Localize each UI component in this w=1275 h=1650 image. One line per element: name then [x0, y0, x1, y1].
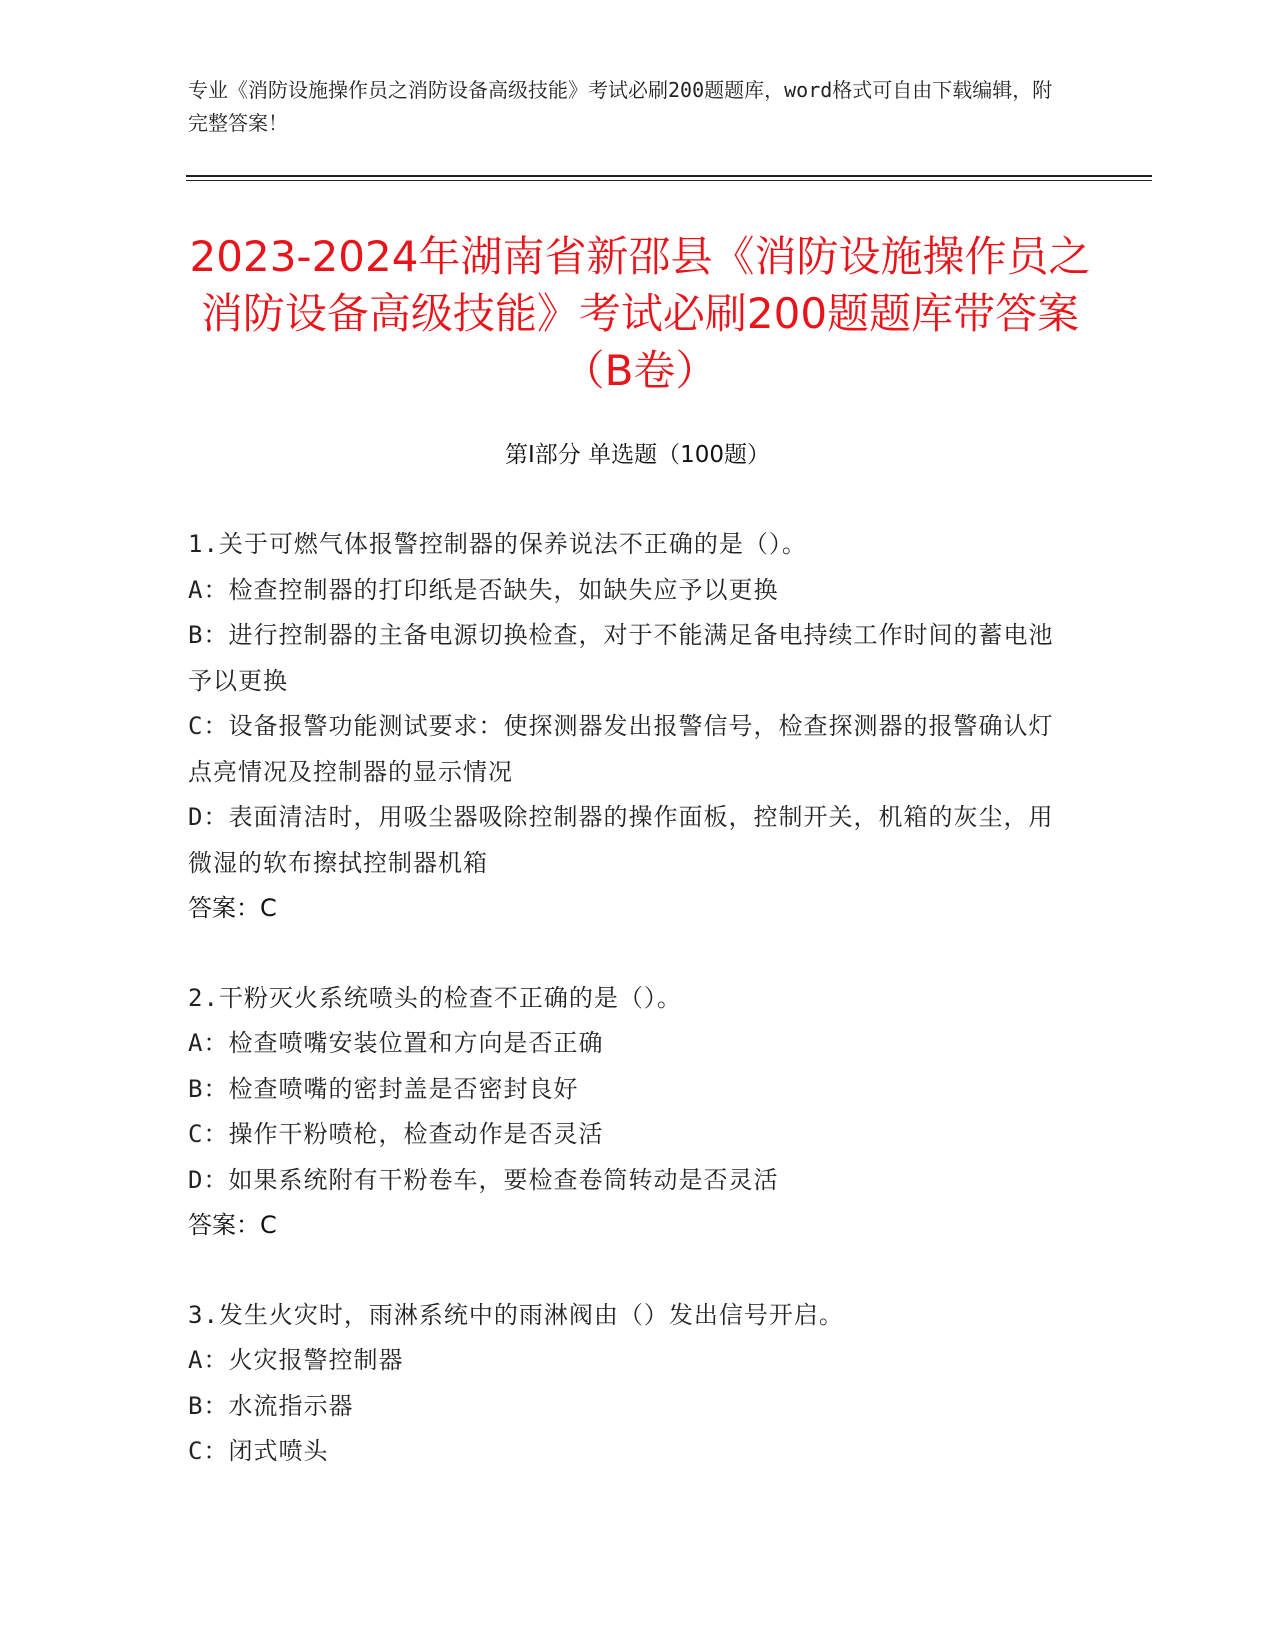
question-stem: 2.干粉灭火系统喷头的检查不正确的是（）。 — [188, 983, 682, 1012]
section-title: 第Ⅰ部分 单选题（100题） — [505, 442, 770, 468]
question-3 — [188, 1293, 1068, 1475]
answer: 答案：C — [188, 894, 277, 922]
question-1 — [188, 522, 1068, 932]
option-a: A：检查喷嘴安装位置和方向是否正确 — [188, 1029, 604, 1057]
question-list — [188, 522, 1068, 1519]
answer: 答案：C — [188, 1211, 277, 1239]
option-d: D：如果系统附有干粉卷车，要检查卷筒转动是否灵活 — [188, 1165, 779, 1194]
option-c: C：设备报警功能测试要求：使探测器发出报警信号，检查探测器的报警确认灯点亮情况及控制器的显示情况 — [188, 712, 1054, 786]
option-b: B：水流指示器 — [188, 1391, 354, 1420]
question-stem: 3.发生火灾时，雨淋系统中的雨淋阀由（）发出信号开启。 — [188, 1300, 844, 1329]
option-b: B：检查喷嘴的密封盖是否密封良好 — [188, 1074, 579, 1103]
option-d: D：表面清洁时，用吸尘器吸除控制器的操作面板，控制开关，机箱的灰尘，用微湿的软布擦拭控制器机箱 — [188, 803, 1054, 877]
header-rule-thick — [186, 175, 1152, 177]
document-title: 2023-2024年湖南省新邵县《消防设施操作员之消防设备高级技能》考试必刷200题题库带答案（B卷） — [189, 232, 1091, 395]
question-2 — [188, 976, 1068, 1249]
option-a: A：检查控制器的打印纸是否缺失，如缺失应予以更换 — [188, 575, 779, 604]
question-stem: 1.关于可燃气体报警控制器的保养说法不正确的是（）。 — [188, 530, 807, 558]
header-note: 专业《消防设施操作员之消防设备高级技能》考试必刷200题题库，word格式可自由下载编辑，附完整答案！ — [188, 78, 1053, 135]
header-rule-thin — [186, 180, 1152, 181]
option-a: A：火灾报警控制器 — [188, 1346, 404, 1374]
option-c: C：操作干粉喷枪，检查动作是否灵活 — [188, 1120, 604, 1148]
option-b: B：进行控制器的主备电源切换检查，对于不能满足备电持续工作时间的蓄电池予以更换 — [188, 621, 1054, 695]
option-c: C：闭式喷头 — [188, 1437, 329, 1465]
